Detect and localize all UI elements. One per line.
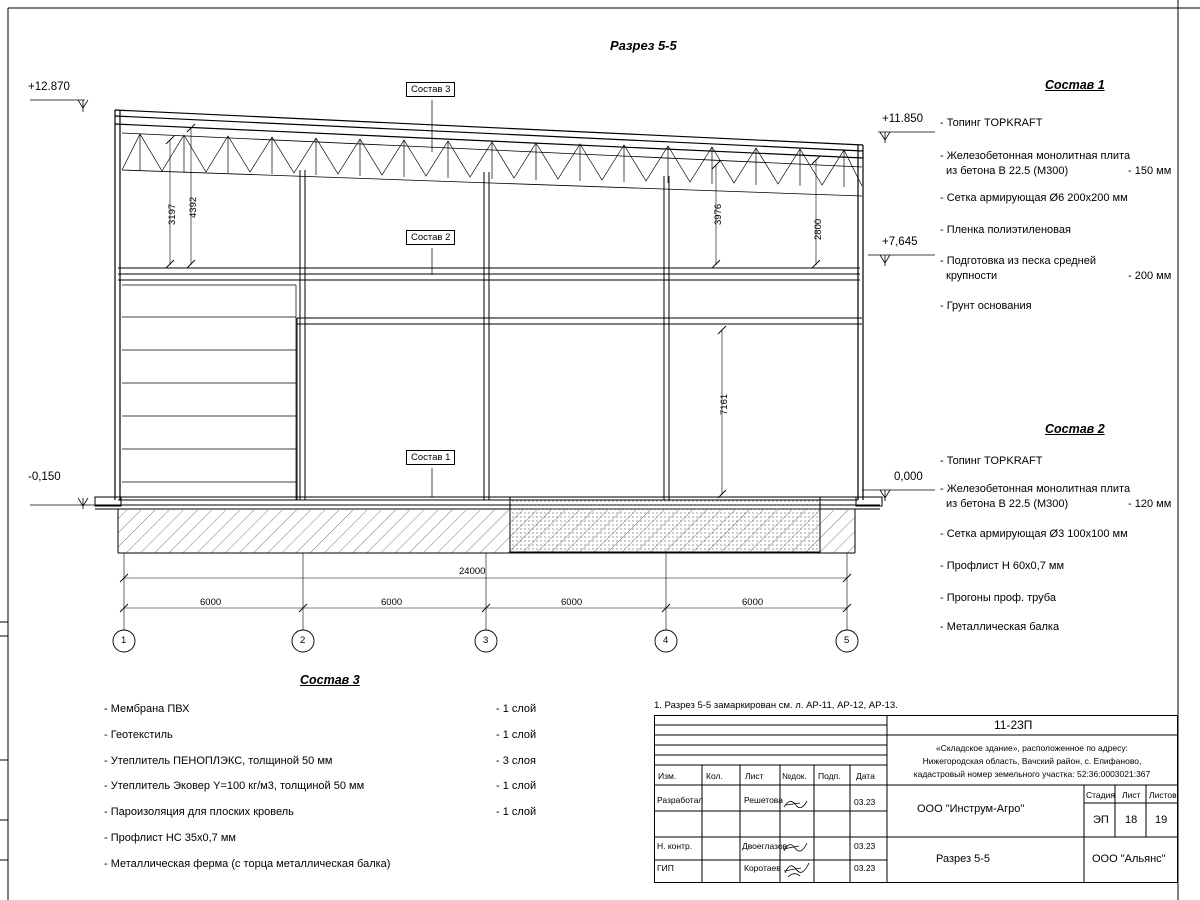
stamp-col-list: Лист — [745, 771, 764, 781]
stamp-col-ndok: №док. — [782, 771, 807, 781]
composition-3-item-4: - Пароизоляция для плоских кровель — [104, 806, 294, 818]
level-mid-right: +7,645 — [882, 236, 918, 248]
stamp-row-2-date: 03.23 — [854, 863, 876, 873]
axis-label-3: 3 — [483, 635, 489, 646]
composition-1-item-3: - Пленка полиэтиленовая — [940, 224, 1071, 236]
composition-1 — [940, 78, 1200, 94]
stamp-row-0-date: 03.23 — [854, 797, 876, 807]
stamp-stage-value: ЭП — [1093, 814, 1109, 826]
composition-3-item-5: - Профлист НС 35х0,7 мм — [104, 832, 236, 844]
level-bottom-left: -0,150 — [28, 471, 61, 483]
composition-3-heading: Состав 3 — [300, 673, 360, 687]
callout-sostav-2: Состав 2 — [406, 230, 455, 245]
composition-3-item-1-qty: - 1 слой — [496, 729, 537, 741]
axis-label-4: 4 — [663, 635, 669, 646]
axis-label-1: 1 — [121, 635, 127, 646]
composition-1-item-4-line1: - Подготовка из песка средней — [940, 255, 1096, 267]
stamp-row-1-name: Двоеглазов — [742, 841, 788, 851]
stamp-row-2-role: ГИП — [657, 863, 674, 873]
composition-2-item-4: - Прогоны проф. труба — [940, 592, 1056, 604]
composition-1-item-4-qty: - 200 мм — [1128, 270, 1172, 282]
stamp-col-izm: Изм. — [658, 771, 677, 781]
callout-sostav-1: Состав 1 — [406, 450, 455, 465]
stamp-project-code: 11-23П — [994, 718, 1033, 732]
bay-dim-3: 6000 — [561, 597, 583, 608]
stamp-sheet-header: Лист — [1122, 790, 1141, 800]
vdim-4392: 4392 — [188, 196, 199, 218]
composition-1-item-1-line1: - Железобетонная монолитная плита — [940, 150, 1131, 162]
composition-2-item-2: - Сетка армирующая Ø3 100х100 мм — [940, 528, 1128, 540]
vdim-3976: 3976 — [713, 203, 724, 225]
level-bottom-right: 0,000 — [894, 471, 923, 483]
bay-dim-4: 6000 — [742, 597, 764, 608]
composition-3-item-0-qty: - 1 слой — [496, 703, 537, 715]
level-top-left: +12.870 — [28, 81, 70, 93]
composition-3-item-4-qty: - 1 слой — [496, 806, 537, 818]
axis-label-2: 2 — [300, 635, 306, 646]
vdim-2800: 2800 — [813, 218, 824, 240]
composition-3-item-1: - Геотекстиль — [104, 729, 173, 741]
composition-3-item-2: - Утеплитель ПЕНОПЛЭКС, толщиной 50 мм — [104, 755, 333, 767]
stamp-col-data: Дата — [856, 771, 875, 781]
composition-3-item-3: - Утеплитель Эковер Y=100 кг/м3, толщиной 50 мм — [104, 780, 365, 792]
callout-sostav-3: Состав 3 — [406, 82, 455, 97]
stamp-sheets-value: 19 — [1155, 814, 1168, 826]
composition-2-item-0: - Топинг TOPKRAFT — [940, 455, 1043, 467]
composition-1-item-1-line2: из бетона В 22.5 (М300) — [946, 165, 1069, 177]
section-title: Разрез 5-5 — [610, 38, 677, 53]
composition-1-item-4-line2: крупности — [946, 270, 998, 282]
composition-2-item-1-line2: из бетона В 22.5 (М300) — [946, 498, 1069, 510]
composition-2-heading: Состав 2 — [1045, 422, 1105, 436]
stamp-row-1-date: 03.23 — [854, 841, 876, 851]
composition-1-item-2: - Сетка армирующая Ø6 200х200 мм — [940, 192, 1128, 204]
stamp-col-podp: Подп. — [818, 771, 841, 781]
vdim-3197: 3197 — [167, 203, 178, 225]
composition-2-item-1-line1: - Железобетонная монолитная плита — [940, 483, 1131, 495]
composition-1-item-1-qty: - 150 мм — [1128, 165, 1172, 177]
stamp-object-line-3: кадастровый номер земельного участка: 52:36:0003021:367 — [913, 769, 1151, 779]
stamp-object-line-2: Нижегородская область, Вачский район, с. Епифаново, — [922, 756, 1142, 766]
stamp-row-1-role: Н. контр. — [657, 841, 693, 851]
composition-3-item-2-qty: - 3 слоя — [496, 755, 537, 767]
composition-3-item-0: - Мембрана ПВХ — [104, 703, 190, 715]
general-note-1: 1. Разрез 5-5 замаркирован см. л. АР-11, АР-12, АР-13. — [654, 700, 898, 711]
bay-dim-2: 6000 — [381, 597, 403, 608]
stamp-col-kol: Кол. — [706, 771, 723, 781]
title-block — [654, 715, 1178, 883]
vdim-7161: 7161 — [719, 393, 730, 415]
stamp-row-0-name: Решетова — [744, 795, 783, 805]
stamp-row-0-role: Разработал — [657, 795, 704, 805]
axis-label-5: 5 — [844, 635, 850, 646]
overall-dimension: 24000 — [459, 566, 486, 577]
composition-2-item-3: - Профлист Н 60х0,7 мм — [940, 560, 1065, 572]
stamp-stage-header: Стадия — [1086, 790, 1115, 800]
composition-3-item-6: - Металлическая ферма (с торца металлическая балка) — [104, 858, 391, 870]
stamp-sheet-value: 18 — [1125, 814, 1138, 826]
level-top-right: +11.850 — [882, 113, 924, 125]
stamp-row-2-name: Коротаев — [744, 863, 781, 873]
stamp-sheet-title: Разрез 5-5 — [936, 853, 991, 865]
composition-1-item-0: - Топинг TOPKRAFT — [940, 117, 1043, 129]
stamp-company: ООО "Инструм-Агро" — [917, 803, 1025, 815]
composition-3-item-3-qty: - 1 слой — [496, 780, 537, 792]
stamp-designer: ООО "Альянс" — [1092, 853, 1166, 865]
composition-2-item-5: - Металлическая балка — [940, 621, 1060, 633]
bay-dim-1: 6000 — [200, 597, 222, 608]
composition-1-heading: Состав 1 — [1045, 78, 1105, 92]
stamp-object-line-1: «Складское здание», расположенное по адресу: — [935, 743, 1129, 753]
stamp-sheets-header: Листов — [1149, 790, 1177, 800]
composition-2-item-1-qty: - 120 мм — [1128, 498, 1172, 510]
composition-1-item-5: - Грунт основания — [940, 300, 1032, 312]
